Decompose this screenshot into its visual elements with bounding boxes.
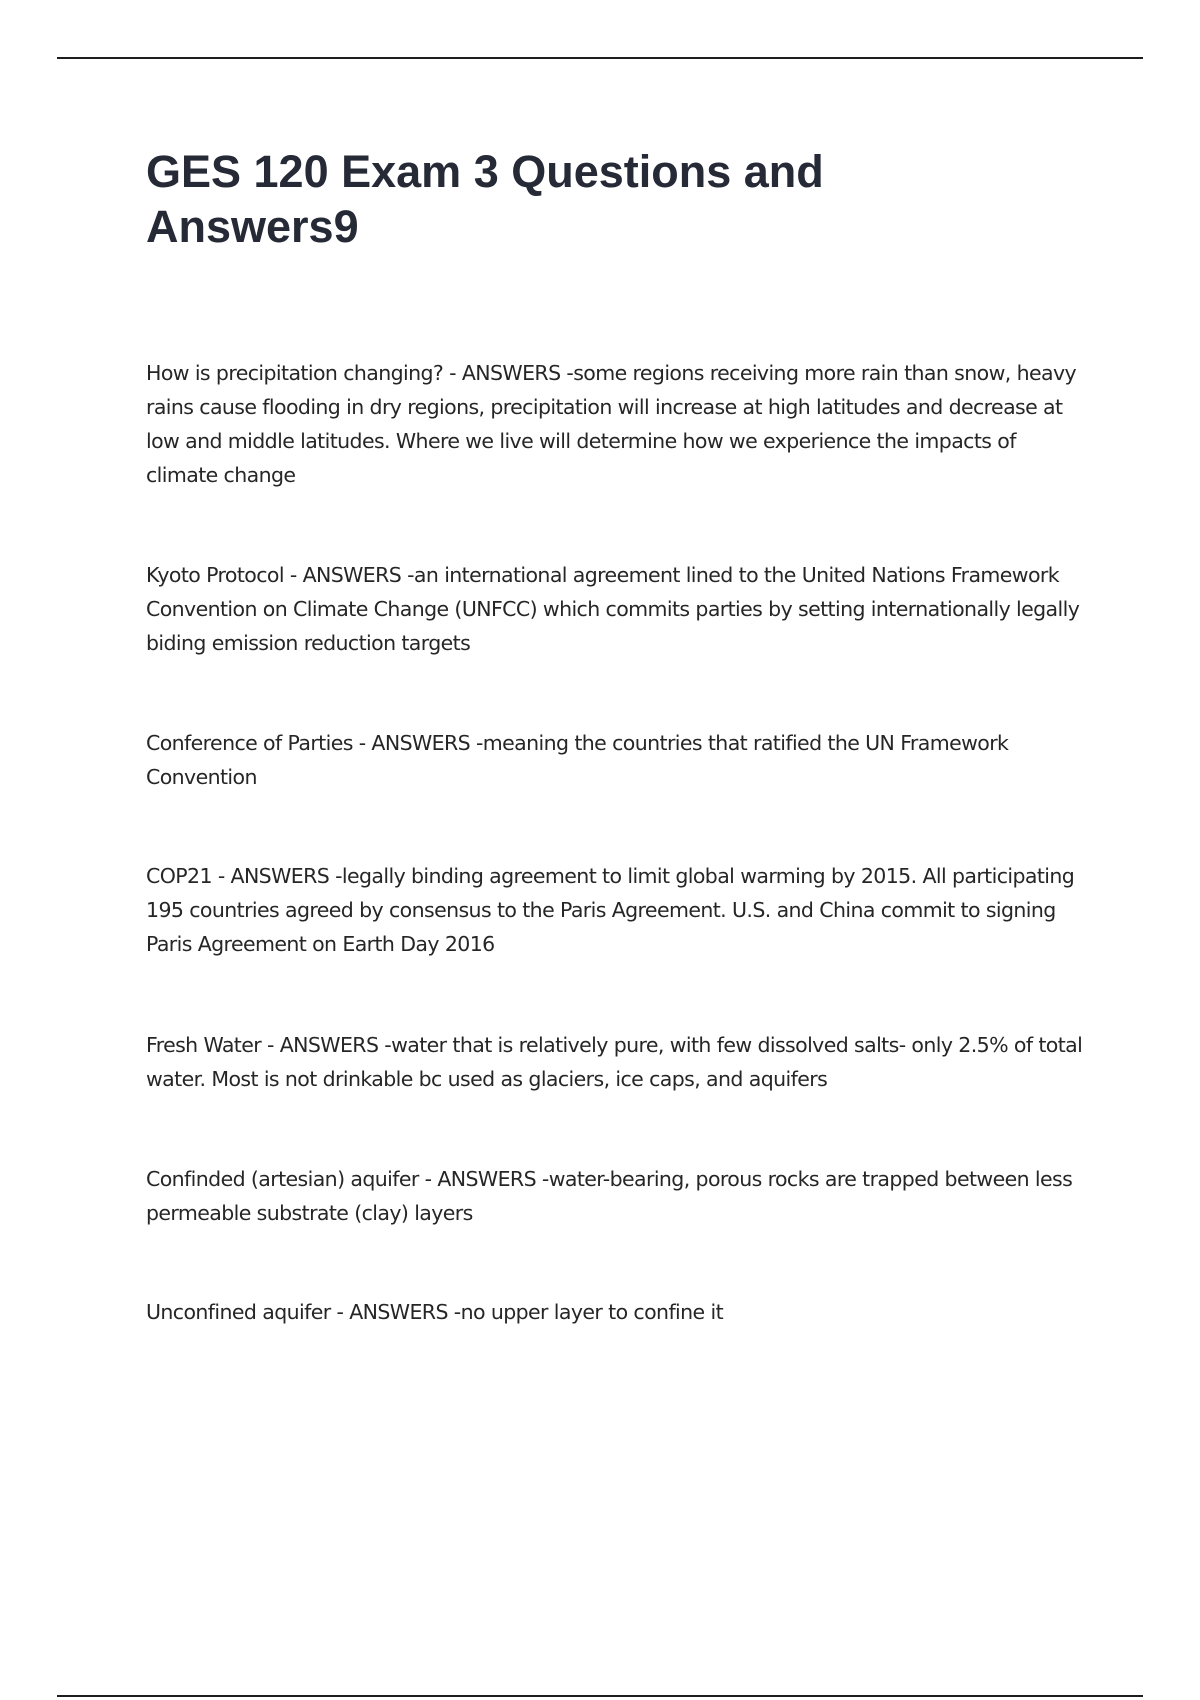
bottom-divider xyxy=(57,1695,1143,1697)
qa-entry-precipitation: How is precipitation changing? - ANSWERS -some regions receiving more rain than snow, heavy rains cause flooding in dry regions, precipitation will increase at high latitudes and decrease at low and middle latitudes. Where we live will determine how we experience the impacts of climate change xyxy=(146,361,1077,487)
qa-entry-cop21: COP21 - ANSWERS -legally binding agreement to limit global warming by 2015. All participating 195 countries agreed by consensus to the Paris Agreement. U.S. and China commit to signing Paris Agreement on Earth Day 2016 xyxy=(146,864,1075,956)
qa-entry-conference-of-parties: Conference of Parties - ANSWERS -meaning the countries that ratified the UN Framework Convention xyxy=(146,731,1009,789)
qa-entry-kyoto-protocol: Kyoto Protocol - ANSWERS -an international agreement lined to the United Nations Framework Convention on Climate Change (UNFCC) which commits parties by setting internationally legally biding emission reduction targets xyxy=(146,563,1080,655)
top-divider xyxy=(57,57,1143,59)
document-title: GES 120 Exam 3 Questions and Answers9 xyxy=(146,146,824,252)
qa-entry-fresh-water: Fresh Water - ANSWERS -water that is relatively pure, with few dissolved salts- only 2.5% of total water. Most is not drinkable bc used as glaciers, ice caps, and aquifers xyxy=(146,1033,1083,1091)
qa-entry-unconfined-aquifer: Unconfined aquifer - ANSWERS -no upper layer to confine it xyxy=(146,1300,724,1324)
qa-entry-confined-aquifer: Confinded (artesian) aquifer - ANSWERS -water-bearing, porous rocks are trapped between less permeable substrate (clay) layers xyxy=(146,1167,1073,1225)
